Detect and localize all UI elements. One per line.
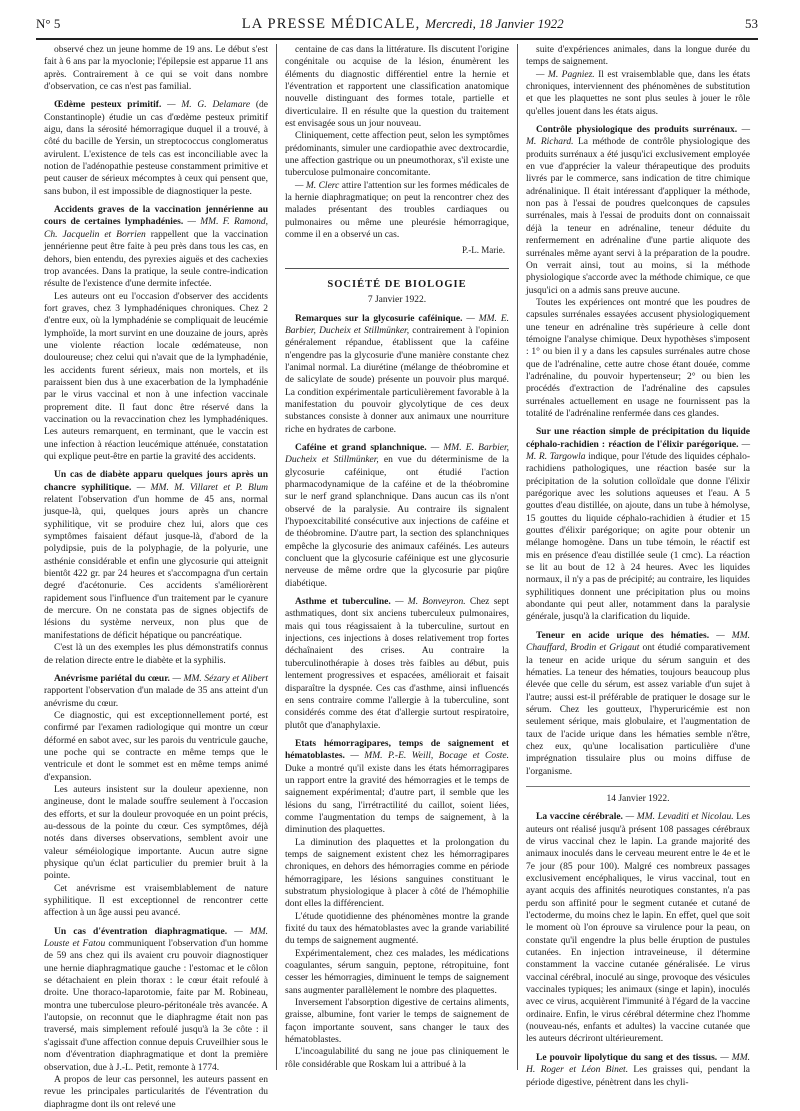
abstract-title: Etats hémorragipares, temps de saignement et hématoblastes. — [285, 738, 509, 762]
abstract-text: La méthode de contrôle physiologique des produits surrénaux a été jusqu'ici exclusivement employée en vue d'apprécier la valeur thérapeutique des produits livrés par le commerce, sans indication de titre chimique adrénalinique. Il était intéressant d'appliquer la méthode, non pas à l'essai de poudres quelconques de capsules surrénales, mais à l'essai de produits dont on connaissait déjà la teneur en adrénaline, teneur déduite du renfermement en adrénaline d'une partie aliquote des surrénales même ayant servi à la préparation de la poudre. On verrait ainsi, tout au moins, si la méthode physiologique s'accorde avec la méthode chimique, ce que jusqu'ici on a admis sans preuve aucune. — [526, 137, 750, 296]
paragraph — [44, 469, 268, 642]
abstract-text: indique, pour l'étude des liquides céphalo-rachidiens pathologiques, une réaction basée sur la précipitation de la solution colloïdale que donne l'élixir parégorique avec les solutions aqueuses et l'eau. A 5 gouttes d'eau distillée, on ajoute, dans un tube à hémolyse, 15 gouttes du liquide céphalo-rachidien à étudier et 15 gouttes d'élixir parégorique; on agite pour obtenir un mélange homogène. Dans un tube témoin, le réactif est mis en présence d'eau distillée seule (1 cmc). La réaction se lit au bout de 12 à 24 heures. Avec les liquides normaux, il n'y a pas de précipité; au contraire, les liquides syphilitiques donnent une précipitation plus ou moins abondante qui peut aller, notamment dans la paralysie générale, jusqu'à la clarification du liquide. — [526, 452, 751, 623]
issue-date: Mercredi, 18 Janvier 1922 — [425, 16, 564, 31]
paragraph — [526, 426, 750, 624]
abstract-authors: — MM. H. Roger et Léon Binet. — [526, 1052, 750, 1076]
paragraph — [44, 673, 268, 710]
abstract-title: Un cas d'éventration diaphragmatique. — [54, 926, 228, 937]
abstract-authors: — M. Clerc — [295, 180, 340, 191]
paragraph — [285, 1046, 509, 1071]
paragraph — [526, 297, 750, 420]
abstract-text: Expérimentalement, chez ces malades, les médications coagulantes, sérum sanguin, peptone, rétropituine, font cesser les hémorragies, diminuent le temps de saignement sans augmenter parallèlement le nombre des plaquettes. — [285, 948, 509, 996]
abstract-title: Un cas de diabète apparu quelques jours après un chancre syphilitique. — [44, 470, 268, 493]
abstract-text: ont étudié comparativement la teneur en acide urique du sérum sanguin et des hématies. La teneur des hématies, toujours beaucoup plus élevée que celle du sérum, est assez variable d'un sujet à l'autre; aussi est-il préférable de pratiquer le dosage sur le sérum. Chez les goutteux, l'hyperuricémie est non seulement sérique, mais globulaire, et l'augmentation de taux de l'acide urique dans les hématies semble n'être, chez eux, qu'une localisation particulière d'une imprégnation tissulaire plus ou moins diffuse de l'organisme. — [526, 643, 751, 777]
abstract-text: La diminution des plaquettes et la prolongation du temps de saignement existent chez les hémorragipares chroniques, en dehors des hémorragies comme en période hémorragipare, les lésions sanguines constituant le substratum physiologique à placer à côté de l'hémophilie dont elles la différencient. — [285, 837, 509, 910]
paragraph — [285, 180, 509, 242]
abstract-text: Cet anévrisme est vraisemblablement de nature syphilitique. Il est exceptionnel de rencontrer cette affection à un âge aussi peu avancé. — [44, 883, 268, 919]
page-number: 53 — [744, 16, 758, 31]
abstract-text: Inversement l'absorption digestive de certains aliments, graisse, albumine, font varier le temps de saignement de façon importante souvent, sans changer le taux des hématoblastes. — [285, 998, 509, 1046]
paragraph — [285, 313, 509, 436]
column-2 — [276, 44, 517, 1070]
journal-title — [242, 16, 564, 33]
abstract-text: en vue du déterminisme de la glycosurie caféinique, ont étudié l'action pharmacodynamique de la caféine et de la théobromine sur le nerf grand splanchnique. Dans aucun cas ils n'ont observé de la paralysie. Au contraire ils signalent l'hypoexcitabilité consécutive aux injections de caféine et de théobromine. D'autre part, la section des splanchniques empêche la glycosurie des animaux caféinés. Les auteurs concluent que la glycosurie caféinique est une glycosurie nerveuse de même ordre que la glycosurie par piqûre diabétique. — [285, 455, 510, 589]
abstract-text: Chez sept asthmatiques, dont six anciens tuberculeux pulmonaires, mais qui tous réagissaient à la tuberculine, surtout en injections, ces injections à doses relativement trop fortes déchaînaient des crises. Au contraire la tuberculinothérapie à doses très faibles au début, puis lentement progressives et espacées, améliorait et faisait disparaître la dyspnée. Ces cas d'asthme, ainsi influencés en sens contraire comme l'allergie à la tuberculine, sont considérés comme des état d'allergie surtout respiratoire, plutôt que d'anaphylaxie. — [285, 597, 509, 731]
abstract-title: Accidents graves de la vaccination jennérienne au cours de certaines lymphadénies. — [44, 205, 268, 228]
paragraph — [285, 44, 509, 130]
column-1 — [36, 44, 276, 1110]
abstract-authors: — MM. F. Ramond, Ch. Jacquelin et Borrien — [44, 217, 268, 240]
abstract-text: contrairement à l'opinion généralement répandue, établissent que la caféine n'engendre pas la glycosurie d'une manière constante chez l'animal normal. La diurétine (mélange de théobromine et de salicylate de soude) présente un pouvoir plus marqué. La condition expérimentale particulièrement favorable à la manifestation du pouvoir glycolytique de ces deux substances consiste à donner aux animaux une nourriture riche en hydrates de carbone. — [285, 325, 509, 435]
abstract-title: Œdème pesteux primitif. — [54, 100, 162, 111]
abstract-authors: — M. Richard. — [526, 125, 751, 148]
abstract-title: Asthme et tuberculine. — [295, 597, 391, 608]
paragraph — [285, 948, 509, 997]
abstract-authors: — M. R. Targowla — [526, 439, 751, 462]
abstract-title: Caféine et grand splanchnique. — [295, 442, 427, 453]
abstract-authors: — MM. P.-E. Weill, Bocage et Coste. — [350, 751, 509, 762]
article-columns — [36, 44, 758, 1110]
paragraph — [44, 44, 268, 93]
abstract-text: Il est vraisemblable que, dans les états chroniques, interviennent des phénomènes de substitution et que les plaquettes ne sont plus seules à jouer le rôle qu'elles jouent dans les états aigus. — [526, 69, 751, 117]
paragraph — [44, 291, 268, 464]
abstract-authors: — M. Bonveyron. — [395, 597, 466, 608]
abstract-text: Ce diagnostic, qui est exceptionnellement porté, est confirmé par l'examen radiologique qui montre un cœur déformé en sabot avec, sur les parois du ventricule gauche, une poche qui se contracte en même temps que le ventricule et dont le sommet est en même temps animé d'expansion. — [44, 710, 268, 783]
abstract-authors: — MM. Sézary et Alibert — [172, 673, 268, 684]
paragraph — [285, 911, 509, 948]
abstract-text: Les auteurs insistent sur la douleur apexienne, non angineuse, dont le malade souffre seulement à l'occasion des efforts, et sur la douleur provoquée en un point précis, au-dessous de la pointe du cœur. Ces symptômes, déjà notés dans diverses observations, semblent avoir une valeur séméiologique importante. Aucun autre signe physique qu'un éclat particulier du premier bruit à la pointe. — [44, 784, 268, 882]
abstract-authors: — MM. E. Barbier, Ducheix et Stillmünker, — [285, 442, 510, 466]
signature: P.-L. Marie. — [462, 244, 505, 255]
abstract-title: Contrôle physiologique des produits surrénaux. — [536, 125, 738, 136]
abstract-text: C'est là un des exemples les plus démonstratifs connus de relation directe entre le diabète et la syphilis. — [44, 643, 268, 666]
abstract-text: L'étude quotidienne des phénomènes montre la grande fixité du taux des hématoblastes avec la grande variabilité du temps de saignement augmenté. — [285, 911, 509, 947]
paragraph — [526, 811, 750, 1046]
abstract-authors: — MM. Louste et Fatou — [44, 926, 269, 950]
running-header — [36, 16, 758, 40]
abstract-text: rappellent que la vaccination jennérienne peut être faite à peu près dans tous les cas, en dehors, bien entendu, des pyrexies aiguës et des cachexies trop avancées. Dans la pratique, la seule contre-indication résulte de l'existence d'une dermite infectée. — [44, 229, 268, 290]
abstract-text: A propos de leur cas personnel, les auteurs passent en revue les principales particularités de l'éventration du diaphragme dont ils ont relevé une — [44, 1074, 268, 1110]
abstract-text: centaine de cas dans la littérature. Ils discutent l'origine congénitale ou acquise de la lésion, énumèrent les éléments du diagnostic différentiel entre la hernie et l'éventration et rapportent une classification anatomique nouvelle distinguant des formes totale, partielle et diverticulaire. Il en résulte que la question du traitement est envisagée sous un jour nouveau. — [285, 45, 509, 130]
paragraph — [285, 442, 509, 590]
session-date: 14 Janvier 1922. — [526, 786, 750, 805]
abstract-text: rapportent l'observation d'un malade de 35 ans atteint d'un anévrisme du cœur. — [44, 686, 268, 709]
paragraph — [44, 1074, 268, 1111]
abstract-text: Les auteurs ont eu l'occasion d'observer des accidents fort graves, chez 3 lymphadéniques chroniques. Chez 2 d'entre eux, où la lymphadénie se compliquait de leucémie lymphoïde, la mort survint en une douzaine de jours, après une violente réaction locale œdémateuse, non douloureuse; chez celui qui n'avait que de la lymphadénie, les accidents furent sérieux, mais non mortels, et ils paraissent bien dus à une exacerbation de la lymphadénie par le virus vaccinal et non à une infection vaccinale proprement dite. Il faut donc être réservé dans la vaccination ou la revaccination chez les lymphadéniques. Les auteurs remarquent, en terminant, que le vaccin est une infection à réaction leucémique atténuée, constatation qui explique peut-être en partie la gravité des accidents. — [44, 291, 268, 462]
abstract-text: Les graisses qui, pendant la période digestive, pénètrent dans les chyli- — [526, 1065, 750, 1088]
abstract-text: (de Constantinople) étudie un cas d'œdème pesteux primitif aigu, dans la sérosité hémorragique duquel il a trouvé, à côté du bacille de Yersin, un streptococcus conglomeratus avirulent. L'existence de tels cas est inconciliable avec la notion de l'adénopathie pesteuse constamment primitive et peut causer de sérieux mécomptes à ceux qui pensent que, sans bubon, il est impossible de diagnostiquer la peste. — [44, 100, 268, 197]
paragraph — [44, 204, 268, 290]
abstract-title: La vaccine cérébrale. — [536, 812, 623, 823]
abstract-text: observé chez un jeune homme de 19 ans. Le début s'est fait à 6 ans par la myoclonie; l'épilepsie est apparue 11 ans après. Contrairement à ce qui se voit dans nombre d'observation, ce cas n'est pas familial. — [44, 45, 268, 93]
abstract-text: communiquent l'observation d'un homme de 59 ans chez qui ils avaient cru pouvoir diagnostiquer une hernie diaphragmatique gauche : l'estomac et le côlon se détachaient en plein thorax : le cœur était refoulé à droite. Une thoraco-laparotomie, faite par M. Robineau, montra une tuberculose pleuro-péritonéale très avancée. A l'autopsie, on reconnut que le diaphragme était non pas traversé, mais simplement refoulé jusqu'à la 3e côte : il s'agissait d'une affection connue depuis Cruveilhier sous le nom d'éventration diaphragmatique et dont la première observation, due à J.-L. Petit, remonte à 1774. — [44, 939, 269, 1073]
journal-name: LA PRESSE MÉDICALE, — [241, 16, 421, 32]
paragraph — [285, 997, 509, 1046]
paragraph — [526, 124, 750, 297]
abstract-title: Le pouvoir lipolytique du sang et des tissus. — [536, 1052, 718, 1063]
abstract-title: Teneur en acide urique des hématies. — [536, 630, 710, 641]
abstract-text: Duke a montré qu'il existe dans les états hémorragipares un rapport entre la gravité des hémorragies et le temps de saignement expérimental; d'autre part, il semble que les lésions du sang, l'irrétractilité du caillot, soient liées, comme l'augmentation du temps de saignement, à la diminution des plaquettes. — [285, 763, 509, 836]
paragraph — [44, 642, 268, 667]
session-date: 7 Janvier 1922. — [367, 295, 427, 306]
paragraph — [44, 710, 268, 784]
paragraph — [44, 784, 268, 883]
paragraph — [526, 44, 750, 69]
paragraph — [44, 99, 268, 198]
abstract-text: Les auteurs ont réalisé jusqu'à présent 108 passages cérébraux de virus vaccinal chez le lapin. La grande majorité des animaux inoculés dans le cerveau meurent entre le 4e et le 7e jour (85 pour 100). Malgré ces nombreux passages exclusivement encéphaliques, le virus vaccinal, tout en ayant acquis des affinités neurotiques constantes, n'a pas perdu son affinité pour le segment cutanée et cutané de l'ectoderme, du moins chez le lapin. En effet, quel que soit le moment où l'on éprouve sa virulence pour la peau, on constate qu'il engendre la plus belle éruption de pustules cutanées. En injection intraveineuse, il détermine constamment la vaccine cutanée généralisée. Le virus vaccinal cérébral, inoculé au singe, provoque des vésicules vaccinales typiques; les animaux (singe et lapin), inoculés avec ce virus, acquièrent l'immunité à l'égard de la vaccine ordinaire. Enfin, le virus cérébral détermine chez l'homme (nouveau-nés, enfants et adultes) la vaccine cutanée que les auteurs décriront ultérieurement. — [526, 812, 751, 1045]
paragraph — [285, 837, 509, 911]
paragraph — [526, 69, 750, 118]
paragraph — [526, 630, 750, 778]
paragraph — [526, 1052, 750, 1089]
paragraph — [285, 596, 509, 732]
abstract-authors: — MM. E. Barbier, Ducheix et Stillmünker, — [285, 313, 510, 336]
abstract-text: L'incoagulabilité du sang ne joue pas cliniquement le rôle considérable que Roskam lui a attribué à la — [285, 1047, 509, 1070]
abstract-text: Toutes les expériences ont montré que les poudres de capsules surrénales essayées accusent physiologiquement une teneur en adrénaline très supérieure à celle dont témoigne l'analyse chimique. Deux hypothèses s'imposent : 1° ou bien il y a dans les capsules surrénales autre chose que de l'adrénaline, cette autre chose étant douée, comme l'adrénaline, du pouvoir hypertenseur; 2° ou bien les procédés d'extraction de l'adrénaline des capsules surrénales actuellement en usage ne fournissent pas la totalité de l'adrénaline renfermée dans ces glandes. — [526, 297, 750, 419]
abstract-text: Cliniquement, cette affection peut, selon les symptômes prédominants, simuler une cardiopathie avec dextrocardie, une affection gastrique ou un pneumothorax, s'il existe une tuberculose pulmonaire concomitante. — [285, 131, 509, 179]
abstract-authors: — M. G. Delamare — [167, 100, 251, 111]
issue-number: N° 5 — [36, 16, 61, 31]
paragraph — [44, 926, 268, 1074]
abstract-text: attire l'attention sur les formes médicales de la hernie diaphragmatique; on peut la rencontrer chez des malades présentant des troubles cardiaques ou pulmonaires ou même une pleurésie hémorragique, comme il en a observé un cas. — [285, 180, 509, 241]
column-3 — [517, 44, 758, 1088]
abstract-authors: — MM. M. Villaret et P. Blum — [136, 482, 269, 493]
paragraph — [285, 130, 509, 179]
abstract-text: suite d'expériences animales, dans la longue durée du temps de saignement. — [526, 45, 750, 68]
abstract-authors: — MM. Chauffard, Brodin et Grigaut — [526, 630, 750, 654]
abstract-title: Anévrisme pariétal du cœur. — [54, 673, 170, 684]
abstract-authors: — MM. Levaditi et Nicolau. — [625, 812, 734, 823]
abstract-text: relatent l'observation d'un homme de 45 ans, normal jusque-là, qui, quelques jours après un chancre syphilitique, vit se produire chez lui, alors que ces symptômes faisaient défaut jusque-là, d'abord de la polydipsie, puis de la polyphagie, de la polyurie, une asthénie considérable et enfin une glycosurie qui atteignit bientôt 422 gr. par 24 heures et s'accompagna d'un certain degré d'acétonurie. Ces accidents s'améliorèrent rapidement sous l'influence d'un traitement par le cyanure de mercure. On ne constata pas de signes objectifs de lésions du système nerveux, non plus que de manifestations de déficit hépatique ou pancréatique. — [44, 495, 268, 641]
abstract-title: Sur une réaction simple de précipitation du liquide céphalo-rachidien : réaction de l'élixir parégorique. — [526, 427, 750, 450]
section-heading: SOCIÉTÉ DE BIOLOGIE — [285, 268, 509, 291]
paragraph — [44, 883, 268, 920]
paragraph — [285, 738, 509, 837]
abstract-title: Remarques sur la glycosurie caféinique. — [295, 313, 463, 324]
abstract-authors: — M. Pagniez. — [536, 69, 595, 80]
